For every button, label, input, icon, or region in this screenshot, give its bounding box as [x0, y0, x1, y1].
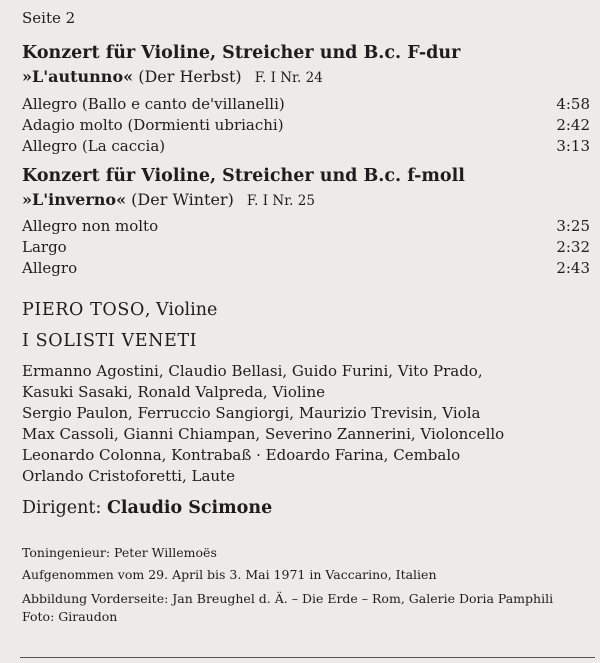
soloist-line: [22, 300, 217, 320]
member-line: Ermanno Agostini, Claudio Bellasi, Guido Furini, Vito Prado,: [22, 362, 483, 380]
member-line: Max Cassoli, Gianni Chiampan, Severino Zannerini, Violoncello: [22, 425, 505, 443]
track-row: [22, 95, 590, 116]
concerto-2-title: Konzert für Violine, Streicher und B.c. f-moll: [22, 166, 465, 186]
track-duration: 2:32: [556, 238, 590, 256]
conductor-label: Dirigent:: [22, 498, 102, 518]
conductor-line: [22, 498, 272, 518]
ensemble-name: I SOLISTI VENETI: [22, 331, 198, 351]
bottom-divider: [20, 657, 595, 658]
track-duration: 2:42: [556, 116, 590, 134]
track-row: [22, 116, 590, 137]
track-title: Allegro non molto: [22, 217, 159, 235]
credit-photo: Foto: Giraudon: [22, 609, 118, 624]
member-line: Leonardo Colonna, Kontrabaß · Edoardo Farina, Cembalo: [22, 446, 461, 464]
concerto-2-nickname: »L'inverno«: [22, 190, 127, 209]
track-title: Adagio molto (Dormienti ubriachi): [22, 116, 284, 134]
soloist-role: , Violine: [144, 300, 218, 320]
track-row: [22, 137, 590, 158]
credit-cover-art: Abbildung Vorderseite: Jan Breughel d. Ä. – Die Erde – Rom, Galerie Doria Pamphili: [22, 591, 554, 606]
concerto-2-catalog: F. I Nr. 25: [246, 193, 315, 209]
member-line: Sergio Paulon, Ferruccio Sangiorgi, Maurizio Trevisin, Viola: [22, 404, 481, 422]
track-duration: 3:25: [556, 217, 590, 235]
member-line: Kasuki Sasaki, Ronald Valpreda, Violine: [22, 383, 325, 401]
track-row: [22, 259, 590, 280]
side-label: Seite 2: [22, 9, 76, 27]
track-duration: 3:13: [556, 137, 590, 155]
track-duration: 2:43: [556, 259, 590, 277]
track-row: [22, 238, 590, 259]
member-line: Orlando Cristoforetti, Laute: [22, 467, 235, 485]
credit-recording: Aufgenommen vom 29. April bis 3. Mai 1971 in Vaccarino, Italien: [22, 567, 437, 582]
track-row: [22, 217, 590, 238]
conductor-name: Claudio Scimone: [106, 498, 273, 518]
track-title: Allegro (La caccia): [22, 137, 166, 155]
concerto-2-subtitle: [22, 190, 315, 209]
concerto-1-nickname: »L'autunno«: [22, 67, 134, 86]
soloist-name: PIERO TOSO: [22, 300, 145, 320]
track-title: Allegro: [22, 259, 78, 277]
track-title: Allegro (Ballo e canto de'villanelli): [22, 95, 285, 113]
track-duration: 4:58: [556, 95, 590, 113]
track-title: Largo: [22, 238, 67, 256]
concerto-1-catalog: F. I Nr. 24: [254, 70, 323, 86]
credit-engineer: Toningenieur: Peter Willemoës: [22, 545, 217, 560]
concerto-1-subtitle-de: (Der Herbst): [138, 67, 242, 86]
concerto-1-title: Konzert für Violine, Streicher und B.c. F-dur: [22, 43, 461, 63]
concerto-2-subtitle-de: (Der Winter): [131, 190, 234, 209]
concerto-1-subtitle: [22, 67, 323, 86]
